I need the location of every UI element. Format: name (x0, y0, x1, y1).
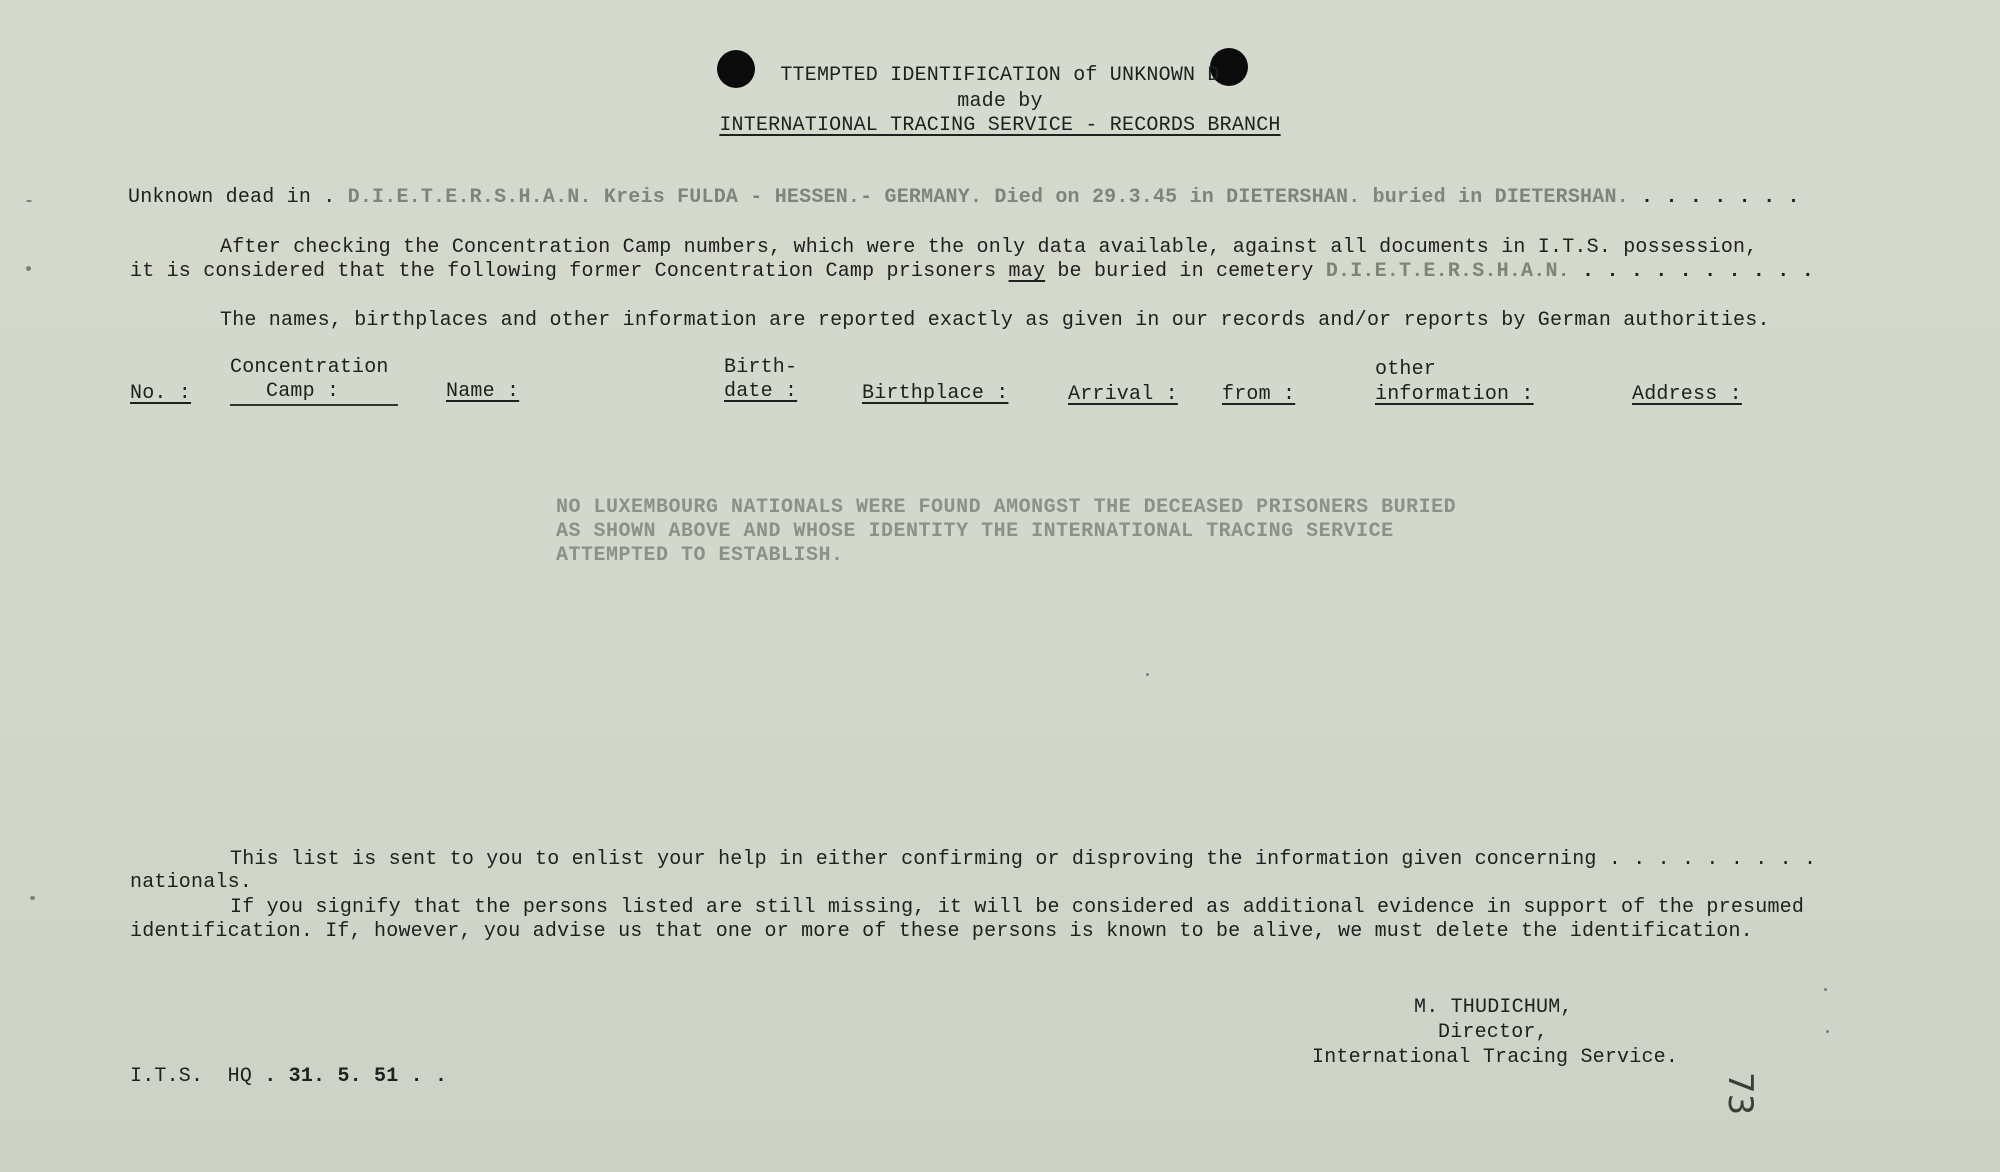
column-header-birthplace: Birthplace : (862, 382, 1009, 405)
paragraph-1-line-1: After checking the Concentration Camp numbers, which were the only data available, against all documents in I.T.S. possession, (220, 236, 1758, 259)
column-header-other-bottom: information : (1375, 383, 1534, 406)
footer-hq-label: I.T.S. HQ (130, 1065, 253, 1088)
paragraph-1-line-2: it is considered that the following former Concentration Camp prisoners may be buried in cemetery D.I.E.T.E.R.S.H.A.N. . . . . . . . . . . (130, 260, 1814, 283)
column-header-camp-underline (230, 404, 398, 406)
column-header-other-top: other (1375, 358, 1437, 381)
emphasis-may: may (1008, 260, 1046, 283)
column-header-name: Name : (446, 380, 520, 403)
document-subtitle: made by (957, 90, 1043, 113)
cemetery-place: D.I.E.T.E.R.S.H.A.N. (1325, 260, 1570, 283)
column-header-birthdate-bottom: date : (724, 380, 798, 403)
column-header-from: from : (1222, 383, 1296, 406)
closing-line-3: If you signify that the persons listed are still missing, it will be considered as additional evidence in support of the presumed (230, 896, 1805, 919)
column-header-arrival: Arrival : (1068, 383, 1178, 406)
document-title: TTEMPTED IDENTIFICATION of UNKNOWN D (780, 64, 1220, 87)
stamp-line-1: NO LUXEMBOURG NATIONALS WERE FOUND AMONGST THE DECEASED PRISONERS BURIED (556, 496, 1457, 519)
column-header-camp-bottom: Camp : (266, 380, 340, 403)
page-number: 73 (1720, 1072, 1760, 1116)
footer-date: . 31. 5. 51 . . (252, 1065, 448, 1088)
unknown-dead-label: Unknown dead in . (128, 186, 348, 209)
stamp-line-3: ATTEMPTED TO ESTABLISH. (556, 544, 844, 567)
margin-mark (26, 200, 32, 202)
closing-line-2: nationals. (130, 871, 253, 894)
closing-line-4: identification. If, however, you advise us that one or more of these persons is known to be alive, we must delete the identification. (130, 920, 1753, 943)
column-header-no: No. : (130, 382, 192, 405)
margin-mark (1826, 1030, 1829, 1033)
closing-line-1: This list is sent to you to enlist your help in either confirming or disproving the information given concerning . . . . . . . . . (230, 848, 1817, 871)
document-issuer: INTERNATIONAL TRACING SERVICE - RECORDS BRANCH (719, 114, 1281, 137)
column-header-birthdate-top: Birth- (724, 356, 798, 379)
unknown-dead-place: D.I.E.T.E.R.S.H.A.N. Kreis FULDA - HESSEN.- GERMANY. Died on 29.3.45 in DIETERSHAN. buried in DIETERSHAN. (347, 186, 1629, 209)
footer-hq (130, 1065, 447, 1089)
margin-mark (30, 896, 35, 900)
column-header-camp-top: Concentration (230, 356, 389, 379)
column-header-address: Address : (1632, 383, 1742, 406)
paragraph-2: The names, birthplaces and other information are reported exactly as given in our records and/or reports by German authorities. (220, 309, 1770, 332)
unknown-dead-trail: . . . . . . . (1628, 186, 1800, 209)
margin-mark (1824, 988, 1827, 991)
stamp-line-2: AS SHOWN ABOVE AND WHOSE IDENTITY THE INTERNATIONAL TRACING SERVICE (556, 520, 1394, 543)
margin-mark (26, 266, 31, 271)
unknown-dead-line (128, 186, 1800, 210)
signature-role: Director, (1438, 1021, 1548, 1044)
margin-mark (1146, 673, 1149, 676)
signature-name: M. THUDICHUM, (1414, 996, 1573, 1019)
signature-org: International Tracing Service. (1312, 1046, 1679, 1069)
